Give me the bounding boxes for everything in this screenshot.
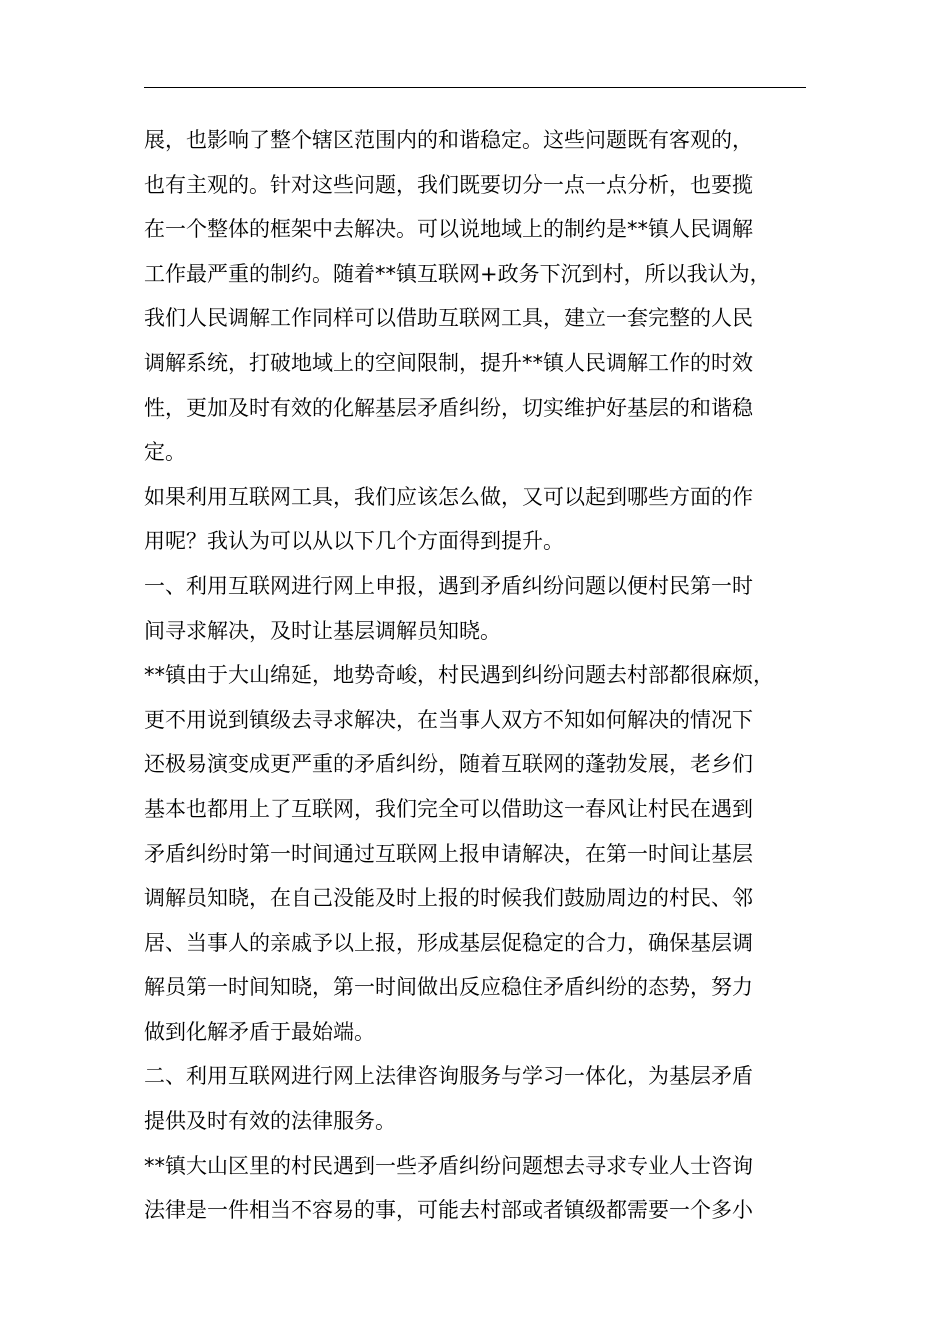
text-line: 工作最严重的制约。随着**镇互联网+政务下沉到村，所以我认为， (144, 261, 771, 286)
text-line: 也有主观的。针对这些问题，我们既要切分一点一点分析，也要揽 (144, 172, 753, 197)
text-line: 用呢？我认为可以从以下几个方面得到提升。 (144, 529, 564, 554)
body-text (144, 118, 808, 1233)
section-heading-line: 二、利用互联网进行网上法律咨询服务与学习一体化，为基层矛盾 (144, 1064, 753, 1089)
text-line: 在一个整体的框架中去解决。可以说地域上的制约是**镇人民调解 (144, 217, 753, 242)
header-rule (144, 87, 806, 88)
text-line: 展，也影响了整个辖区范围内的和谐稳定。这些问题既有客观的， (144, 128, 753, 152)
text-line: 定。 (144, 440, 186, 465)
text-line: 性，更加及时有效的化解基层矛盾纠纷，切实维护好基层的和谐稳 (144, 395, 753, 420)
text-line: 法律是一件相当不容易的事，可能去村部或者镇级都需要一个多小 (144, 1198, 753, 1223)
text-line: **镇大山区里的村民遇到一些矛盾纠纷问题想去寻求专业人士咨询 (144, 1153, 753, 1178)
text-line: 还极易演变成更严重的矛盾纠纷，随着互联网的蓬勃发展，老乡们 (144, 752, 753, 777)
text-line: 如果利用互联网工具，我们应该怎么做，又可以起到哪些方面的作 (144, 484, 753, 509)
text-line: 调解系统，打破地域上的空间限制，提升**镇人民调解工作的时效 (144, 350, 753, 375)
text-line: 居、当事人的亲戚予以上报，形成基层促稳定的合力，确保基层调 (144, 930, 753, 955)
section-heading-line: 一、利用互联网进行网上申报，遇到矛盾纠纷问题以便村民第一时 (144, 573, 753, 598)
section-heading-line: 间寻求解决，及时让基层调解员知晓。 (144, 618, 501, 643)
text-line: **镇由于大山绵延，地势奇峻，村民遇到纠纷问题去村部都很麻烦， (144, 663, 774, 688)
text-line: 做到化解矛盾于最始端。 (144, 1019, 375, 1044)
text-line: 基本也都用上了互联网，我们完全可以借助这一春风让村民在遇到 (144, 796, 753, 821)
text-line: 解员第一时间知晓，第一时间做出反应稳住矛盾纠纷的态势，努力 (144, 975, 753, 1000)
text-line: 更不用说到镇级去寻求解决，在当事人双方不知如何解决的情况下 (144, 707, 753, 732)
text-line: 我们人民调解工作同样可以借助互联网工具，建立一套完整的人民 (144, 306, 753, 331)
text-line: 调解员知晓，在自己没能及时上报的时候我们鼓励周边的村民、邻 (144, 886, 753, 911)
text-line: 矛盾纠纷时第一时间通过互联网上报申请解决，在第一时间让基层 (144, 841, 753, 866)
section-heading-line: 提供及时有效的法律服务。 (144, 1109, 396, 1134)
